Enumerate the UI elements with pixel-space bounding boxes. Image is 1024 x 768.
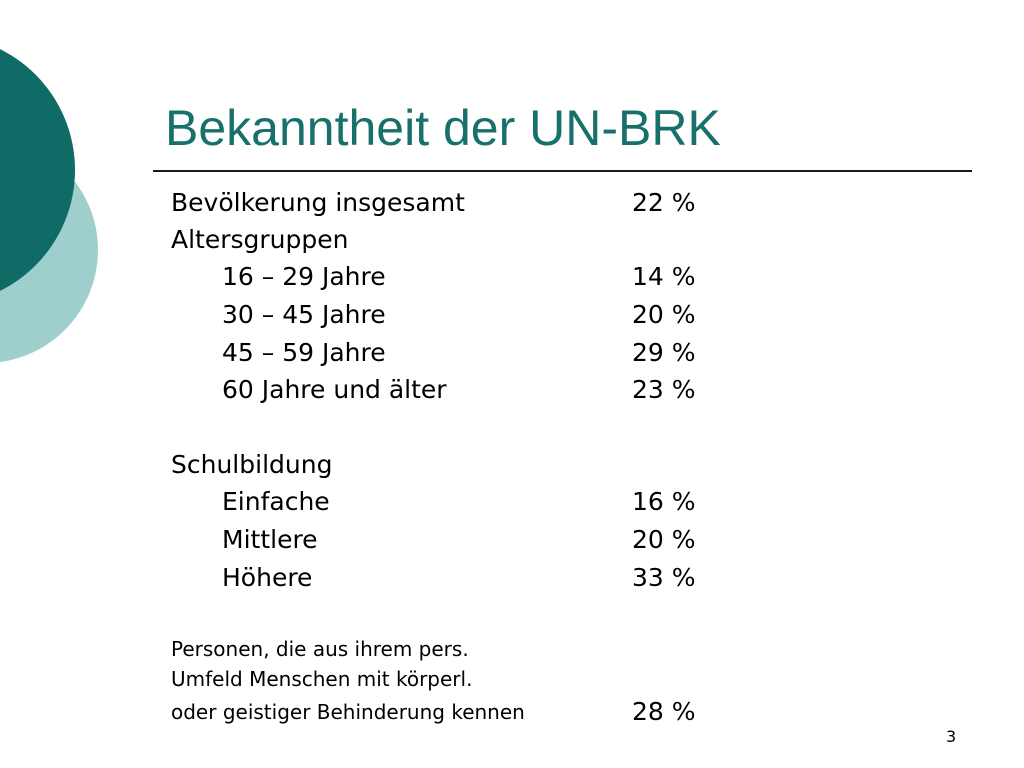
slide-title: Bekanntheit der UN-BRK (165, 100, 721, 156)
row-label: 45 – 59 Jahre (222, 338, 386, 367)
title-underline (153, 170, 972, 172)
row-label: 60 Jahre und älter (222, 375, 447, 404)
row-value: 23 % (632, 375, 696, 404)
row-label: 30 – 45 Jahre (222, 300, 386, 329)
note-line: oder geistiger Behinderung kennen (171, 700, 525, 724)
row-label: Schulbildung (171, 450, 333, 479)
decorative-circles (0, 0, 110, 420)
note-line: Personen, die aus ihrem pers. (171, 637, 469, 661)
row-value: 22 % (632, 188, 696, 217)
note-line: Umfeld Menschen mit körperl. (171, 667, 473, 691)
row-label: Einfache (222, 487, 330, 516)
row-value: 29 % (632, 338, 696, 367)
row-label: Mittlere (222, 525, 318, 554)
row-label: Höhere (222, 563, 313, 592)
row-value: 20 % (632, 525, 696, 554)
note-value: 28 % (632, 697, 696, 726)
row-label: 16 – 29 Jahre (222, 262, 386, 291)
slide-number: 3 (946, 727, 957, 746)
row-label: Altersgruppen (171, 225, 349, 254)
row-value: 14 % (632, 262, 696, 291)
row-value: 16 % (632, 487, 696, 516)
row-label: Bevölkerung insgesamt (171, 188, 465, 217)
row-value: 20 % (632, 300, 696, 329)
row-value: 33 % (632, 563, 696, 592)
